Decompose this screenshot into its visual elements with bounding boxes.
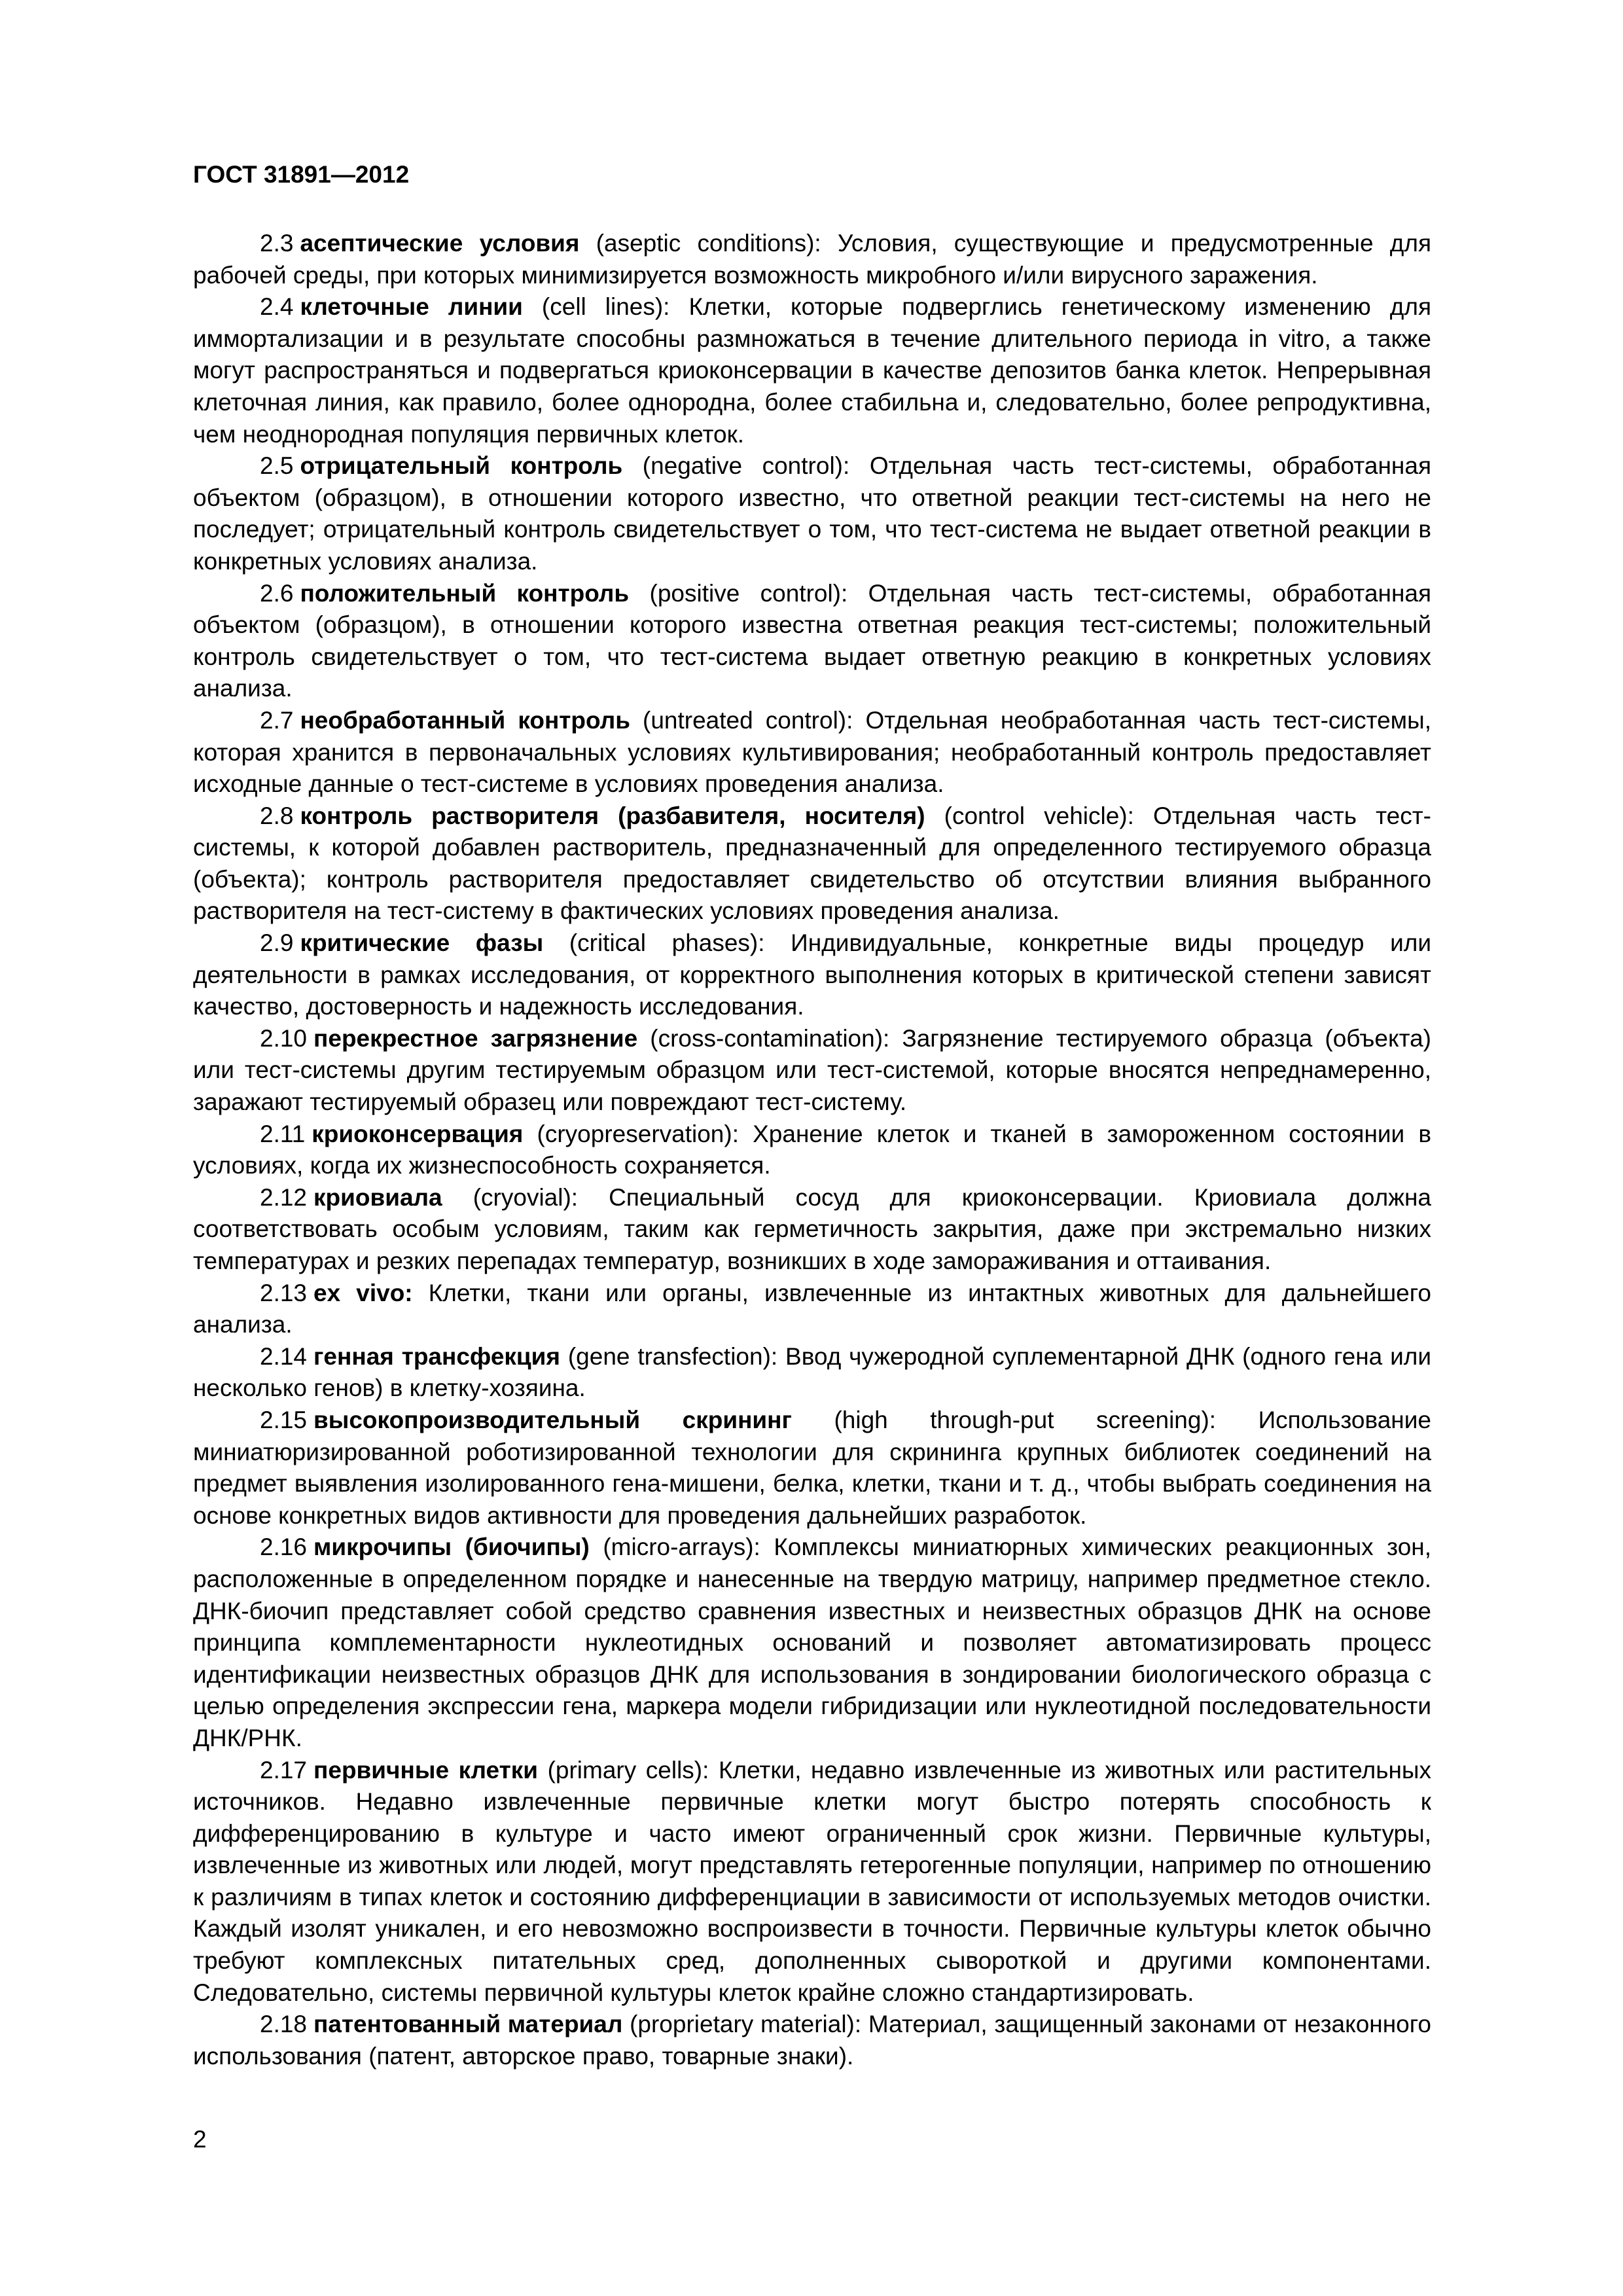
term-definition: : Хранение клеток и тканей в замороженном состоянии в условиях, когда их жизнеспособность сохраняется. [193, 1120, 1431, 1179]
term-number: 2.11 [260, 1120, 306, 1147]
term-entry [193, 2009, 1431, 2072]
term-number: 2.14 [260, 1342, 308, 1370]
term-entry [193, 578, 1431, 705]
term-english: (aseptic conditions) [579, 230, 815, 257]
term-number: 2.18 [260, 2011, 308, 2038]
term-number: 2.6 [260, 579, 294, 607]
term-definition: : Использование миниатюризированной роботизированной технологии для скрининга крупных библиотек соединений на предмет выявления изолированного гена-мишени, белка, клетки, ткани и т. д., чтобы выбрать соединения на основе конкретных видов активности для проведения дальнейших разработок. [193, 1406, 1431, 1529]
term-number: 2.7 [260, 706, 294, 734]
page-number: 2 [193, 2126, 207, 2153]
term-english: (primary cells) [538, 1756, 703, 1784]
term-definition: : Отдельная часть тест-системы, обработанная объектом (образцом), в отношении которого известна ответная реакция тест-системы; положительный контроль свидетельствует о том, что тест-система выдает ответную реакцию в конкретных условиях анализа. [193, 579, 1431, 702]
term-definition: Клетки, ткани или органы, извлеченные из интактных животных для дальнейшего анализа. [193, 1279, 1431, 1338]
term-name: критические фазы [300, 929, 544, 957]
term-number: 2.4 [260, 293, 294, 321]
term-english: (critical phases) [543, 929, 758, 957]
term-entry [193, 1341, 1431, 1405]
term-number: 2.15 [260, 1406, 308, 1433]
term-english: (negative control) [622, 452, 843, 480]
term-entry [193, 450, 1431, 577]
term-name: отрицательный контроль [300, 452, 623, 480]
term-number: 2.12 [260, 1183, 308, 1211]
term-number: 2.17 [260, 1756, 308, 1784]
term-english: (high through-put screening) [791, 1406, 1209, 1433]
terms-list [193, 228, 1431, 2072]
term-name: криоконсервация [312, 1120, 524, 1147]
term-entry [193, 1023, 1431, 1119]
term-entry [193, 1182, 1431, 1278]
term-number: 2.8 [260, 802, 294, 829]
term-english: (proprietary material) [622, 2011, 855, 2038]
term-name: контроль растворителя (разбавителя, носителя) [300, 802, 925, 829]
term-entry [193, 1532, 1431, 1754]
term-name: первичные клетки [313, 1756, 539, 1784]
term-entry [193, 1755, 1431, 2009]
term-name: положительный контроль [300, 579, 630, 607]
term-name: криовиала [313, 1183, 442, 1211]
term-name: асептические условия [300, 230, 580, 257]
term-number: 2.9 [260, 929, 294, 957]
term-definition: : Отдельная необработанная часть тест-системы, которая хранится в первоначальных условиях культивирования; необработанный контроль предоставляет исходные данные о тест-системе в условиях проведения анализа. [193, 706, 1431, 798]
term-english: (cryopreservation) [523, 1120, 732, 1147]
term-definition: : Условия, существующие и предусмотренные для рабочей среды, при которых минимизируется возможность микробного и/или вирусного заражения. [193, 230, 1431, 289]
term-name: клеточные линии [300, 293, 523, 321]
term-definition: : Отдельная часть тест-системы, к которой добавлен растворитель, предназначенный для определенного тестируемого образца (объекта); контроль растворителя предоставляет свидетельство об отсутствии влияния выбранного растворителя на тест-систему в фактических условиях проведения анализа. [193, 802, 1431, 925]
term-english: (cryovial) [442, 1183, 571, 1211]
term-definition: : Клетки, недавно извлеченные из животных или растительных источников. Недавно извлеченные первичные клетки могут быстро потерять способность к дифференцированию в культуре и часто имеют ограниченный срок жизни. Первичные культуры, извлеченные из животных или людей, могут представлять гетерогенные популяции, например по отношению к различиям в типах клеток и состоянию дифференциации в зависимости от используемых методов очистки. Каждый изолят уникален, и его невозможно воспроизвести в точности. Первичные культуры клеток обычно требуют комплексных питательных сред, дополненных сывороткой и другими компонентами. Следовательно, системы первичной культуры клеток крайне сложно стандартизировать. [193, 1756, 1432, 2006]
document-header: ГОСТ 31891—2012 [193, 161, 410, 188]
term-definition: : Индивидуальные, конкретные виды процедур или деятельности в рамках исследования, от корректного выполнения которых в критической степени зависят качество, достоверность и надежность исследования. [193, 929, 1431, 1020]
term-name: генная трансфекция [313, 1342, 560, 1370]
term-entry [193, 1405, 1431, 1532]
term-entry [193, 800, 1431, 927]
term-number: 2.16 [260, 1534, 308, 1561]
term-english: (gene transfection) [560, 1342, 771, 1370]
term-definition: : Специальный сосуд для криоконсервации. Криовиала должна соответствовать особым условиям, таким как герметичность закрытия, даже при экстремально низких температурах и резких перепадах температур, возникших в ходе замораживания и оттаивания. [193, 1183, 1431, 1274]
term-entry [193, 1278, 1431, 1341]
term-definition: : Клетки, которые подверглись генетическому изменению для иммортализации и в результате способны размножаться в течение длительного периода in vitro, а также могут распространяться и подвергаться криоконсервации в качестве депозитов банка клеток. Непрерывная клеточная линия, как правило, более однородна, более стабильна и, следовательно, более репродуктивна, чем неоднородная популяция первичных клеток. [193, 293, 1431, 448]
term-english: (positive control) [629, 579, 842, 607]
term-english: (cell lines) [522, 293, 664, 321]
term-name: высокопроизводительный скрининг [313, 1406, 792, 1433]
term-english: (control vehicle) [925, 802, 1128, 829]
term-name: микрочипы (биочипы) [313, 1534, 590, 1561]
term-name: перекрестное загрязнение [313, 1024, 638, 1052]
term-name: ex vivo: [313, 1279, 413, 1306]
term-number: 2.10 [260, 1024, 308, 1052]
term-number: 2.3 [260, 230, 294, 257]
term-english: (cross-contamination) [637, 1024, 883, 1052]
term-definition: : Загрязнение тестируемого образца (объекта) или тест-системы другим тестируемым образцом или тест-системой, которые вносятся непреднамеренно, заражают тестируемый образец или повреждают тест-систему. [193, 1024, 1431, 1116]
term-english: (untreated control) [630, 706, 847, 734]
term-entry [193, 228, 1431, 291]
term-entry [193, 927, 1431, 1023]
term-english: (micro-arrays) [589, 1534, 754, 1561]
term-definition: : Ввод чужеродной суплементарной ДНК (одного гена или несколько генов) в клетку-хозяина. [193, 1342, 1431, 1402]
term-definition: : Комплексы миниатюрных химических реакционных зон, расположенные в определенном порядке и нанесенные на твердую матрицу, например предметное стекло. ДНК-биочип представляет собой средство сравнения известных и неизвестных образцов ДНК на основе принципа комплементарности нуклеотидных оснований и позволяет автоматизировать процесс идентификации неизвестных образцов ДНК для использования в зондировании биологического образца с целью определения экспрессии гена, маркера модели гибридизации или нуклеотидной последовательности ДНК/РНК. [193, 1534, 1431, 1751]
term-definition: : Отдельная часть тест-системы, обработанная объектом (образцом), в отношении которого известно, что ответной реакции тест-системы на него не последует; отрицательный контроль свидетельствует о том, что тест-система не выдает ответной реакции в конкретных условиях анализа. [193, 452, 1431, 575]
term-number: 2.5 [260, 452, 294, 480]
term-entry [193, 291, 1431, 450]
term-number: 2.13 [260, 1279, 308, 1306]
term-definition: : Материал, защищенный законами от незаконного использования (патент, авторское право, товарные знаки). [193, 2011, 1431, 2070]
term-entry [193, 1119, 1431, 1182]
term-entry [193, 705, 1431, 800]
term-name: патентованный материал [313, 2011, 623, 2038]
term-name: необработанный контроль [300, 706, 630, 734]
